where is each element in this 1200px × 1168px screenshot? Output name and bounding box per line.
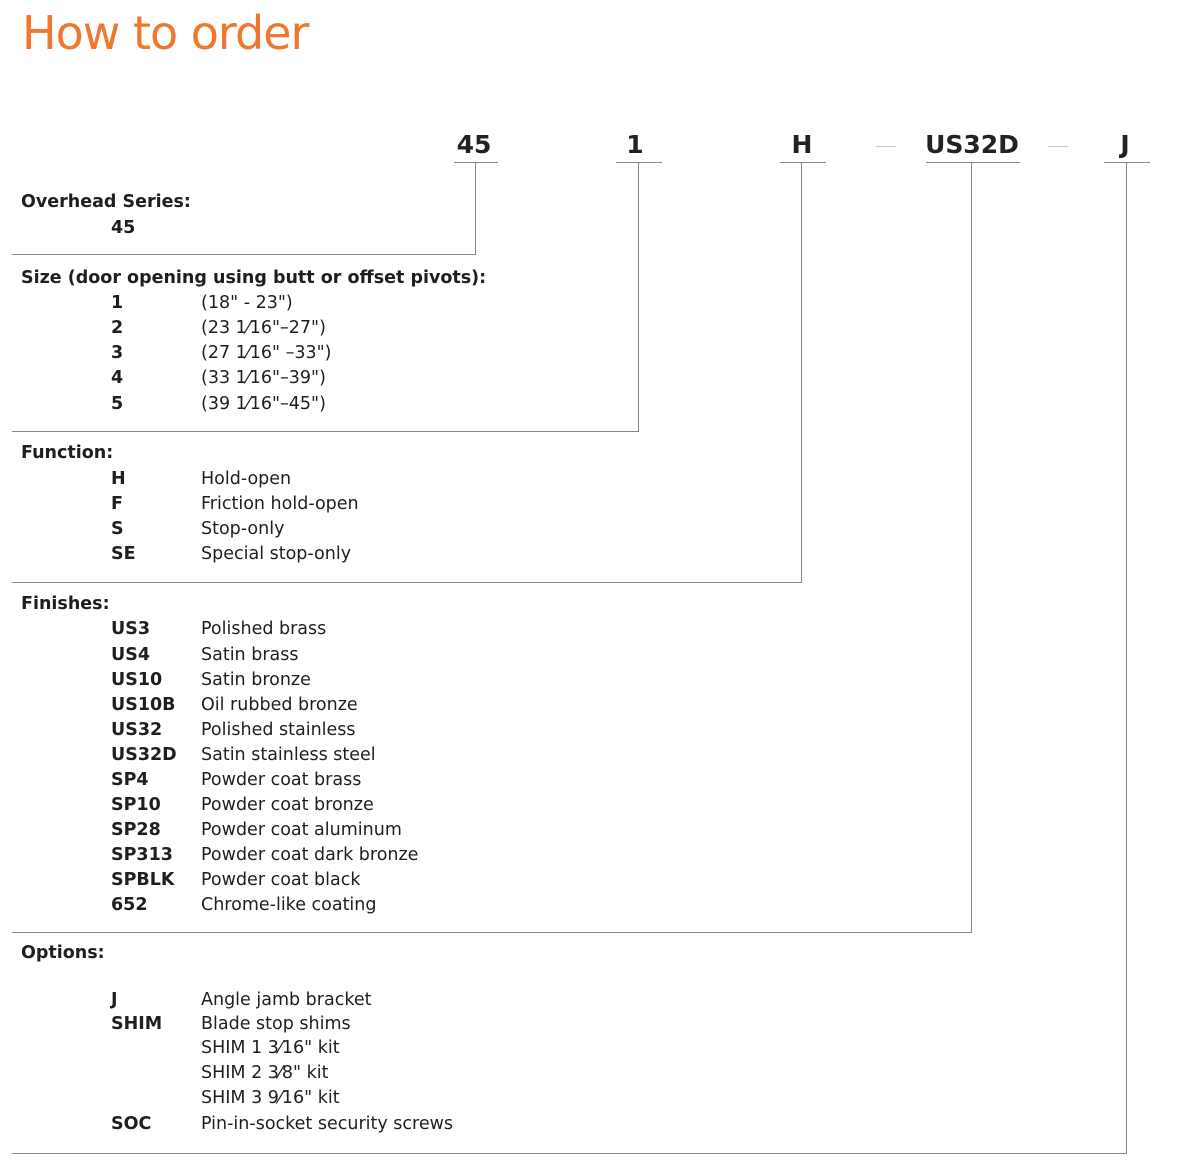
option-desc: SHIM 3 9⁄16" kit: [201, 1088, 340, 1108]
size-range: (33 1⁄16"–39"): [201, 368, 326, 388]
finish-code: US10: [111, 670, 163, 690]
finish-desc: Powder coat dark bronze: [201, 845, 419, 865]
option-desc: Angle jamb bracket: [201, 990, 372, 1010]
finish-section-rule: [12, 932, 972, 933]
option-code: SHIM: [111, 1014, 163, 1034]
function-code: F: [111, 494, 123, 514]
function-code: SE: [111, 544, 136, 564]
finish-desc: Powder coat aluminum: [201, 820, 402, 840]
size-range: (39 1⁄16"–45"): [201, 394, 326, 414]
function-connector-line: [801, 163, 802, 582]
function-desc: Stop-only: [201, 519, 285, 539]
series-connector-line: [475, 163, 476, 254]
option-code: SOC: [111, 1114, 152, 1134]
function-desc: Special stop-only: [201, 544, 352, 564]
code-size-underline: [616, 162, 662, 163]
code-finish-underline: [926, 162, 1020, 163]
finish-desc: Powder coat brass: [201, 770, 362, 790]
finish-desc: Powder coat bronze: [201, 795, 374, 815]
options-heading: Options:: [21, 943, 105, 963]
code-size: 1: [626, 130, 644, 159]
finish-code: SP4: [111, 770, 149, 790]
finish-code: SP313: [111, 845, 173, 865]
series-section-rule: [12, 254, 476, 255]
code-function-underline: [780, 162, 826, 163]
separator-dash: [876, 146, 896, 147]
overhead-series-heading: Overhead Series:: [21, 192, 191, 212]
function-code: H: [111, 469, 126, 489]
code-option: J: [1120, 130, 1130, 159]
finish-code: US10B: [111, 695, 176, 715]
finish-desc: Powder coat black: [201, 870, 361, 890]
finish-code: US4: [111, 645, 150, 665]
size-range: (18" - 23"): [201, 293, 293, 313]
size-section-rule: [12, 431, 639, 432]
option-desc: Blade stop shims: [201, 1014, 351, 1034]
separator-dash: [1048, 146, 1068, 147]
function-heading: Function:: [21, 443, 114, 463]
option-desc: SHIM 1 3⁄16" kit: [201, 1038, 340, 1058]
finish-desc: Satin stainless steel: [201, 745, 376, 765]
function-desc: Friction hold-open: [201, 494, 359, 514]
size-heading: Size (door opening using butt or offset pivots):: [21, 268, 487, 288]
finish-desc: Chrome-like coating: [201, 895, 377, 915]
finish-code: US32: [111, 720, 163, 740]
size-code: 4: [111, 368, 124, 388]
finish-desc: Polished stainless: [201, 720, 356, 740]
finish-connector-line: [971, 163, 972, 932]
size-connector-line: [638, 163, 639, 431]
size-code: 2: [111, 318, 124, 338]
finish-desc: Satin brass: [201, 645, 299, 665]
code-function: H: [791, 130, 813, 159]
finish-desc: Polished brass: [201, 619, 327, 639]
page-title: How to order: [22, 6, 309, 60]
option-connector-line: [1126, 163, 1127, 1153]
code-series-underline: [454, 162, 498, 163]
finish-code: SP28: [111, 820, 161, 840]
size-range: (27 1⁄16" –33"): [201, 343, 332, 363]
code-option-underline: [1104, 162, 1150, 163]
code-series: 45: [456, 130, 492, 159]
option-desc: Pin-in-socket security screws: [201, 1114, 454, 1134]
option-code: J: [111, 990, 118, 1010]
size-code: 3: [111, 343, 124, 363]
option-section-rule: [12, 1153, 1127, 1154]
finish-desc: Satin bronze: [201, 670, 311, 690]
function-section-rule: [12, 582, 802, 583]
finish-desc: Oil rubbed bronze: [201, 695, 358, 715]
finishes-heading: Finishes:: [21, 594, 110, 614]
size-code: 1: [111, 293, 124, 313]
function-code: S: [111, 519, 124, 539]
size-code: 5: [111, 394, 124, 414]
finish-code: US32D: [111, 745, 177, 765]
finish-code: US3: [111, 619, 150, 639]
code-finish: US32D: [925, 130, 1019, 159]
finish-code: 652: [111, 895, 148, 915]
function-desc: Hold-open: [201, 469, 292, 489]
finish-code: SPBLK: [111, 870, 175, 890]
finish-code: SP10: [111, 795, 161, 815]
size-range: (23 1⁄16"–27"): [201, 318, 326, 338]
overhead-series-value: 45: [111, 218, 136, 238]
option-desc: SHIM 2 3⁄8" kit: [201, 1063, 329, 1083]
